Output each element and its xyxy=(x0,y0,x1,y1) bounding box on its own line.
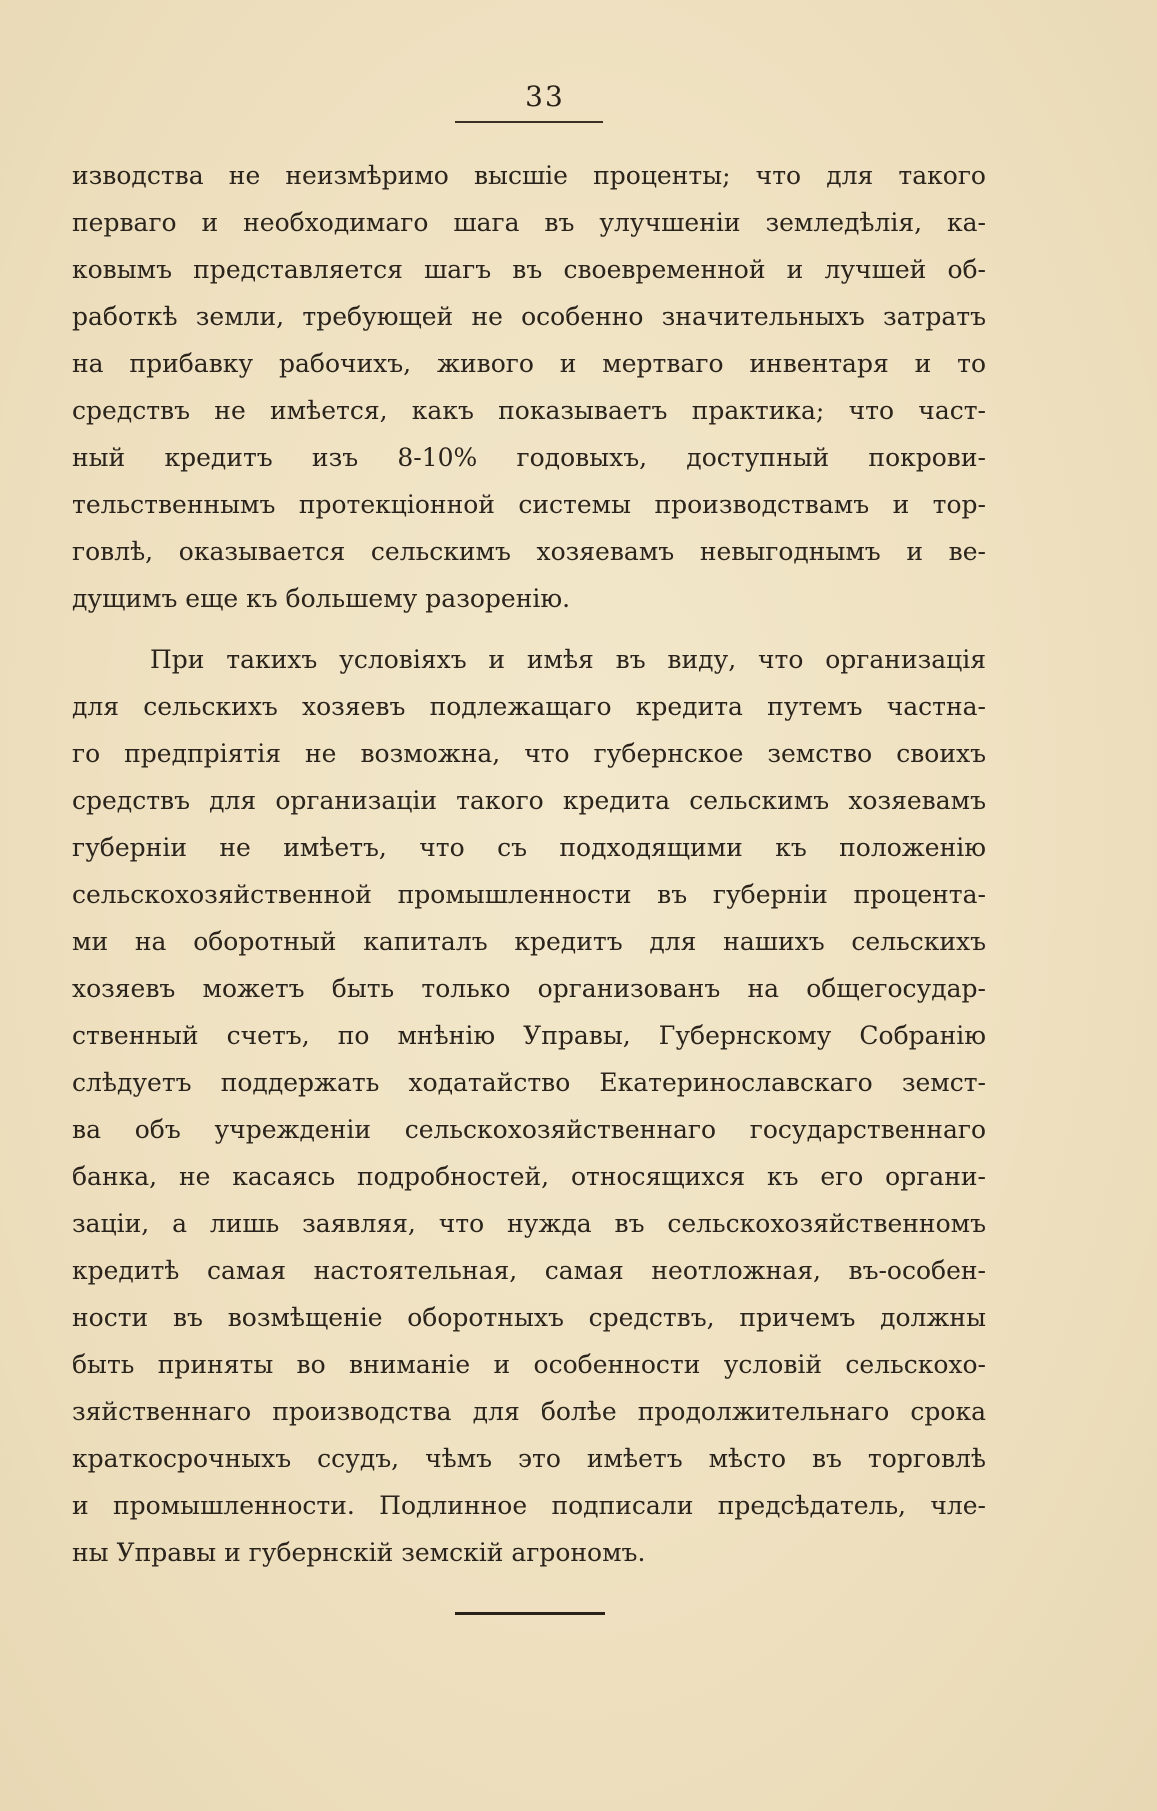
text-line: банка, не касаясь подробностей, относящихся къ его органи- xyxy=(72,1162,986,1191)
text-line: хозяевъ можетъ быть только организованъ на общегосудар- xyxy=(72,974,986,1003)
text-line: и промышленности. Подлинное подписали предсѣдатель, чле- xyxy=(72,1491,986,1520)
text-line: изводства не неизмѣримо высшіе проценты; что для такого xyxy=(72,161,986,190)
text-line: на прибавку рабочихъ, живого и мертваго инвентаря и то xyxy=(72,349,986,378)
text-line: для сельскихъ хозяевъ подлежащаго кредита путемъ частна- xyxy=(72,692,986,721)
text-line: средствъ не имѣется, какъ показываетъ практика; что част- xyxy=(72,396,986,425)
text-line: зяйственнаго производства для болѣе продолжительнаго срока xyxy=(72,1397,986,1426)
paragraph-2 xyxy=(72,636,986,1576)
text-line: дущимъ еще къ большему разоренію. xyxy=(72,584,571,613)
text-line: ми на оборотный капиталъ кредитъ для нашихъ сельскихъ xyxy=(72,927,986,956)
paragraph-1 xyxy=(72,152,986,622)
text-line: При такихъ условіяхъ и имѣя въ виду, что организація xyxy=(150,645,986,674)
text-line: средствъ для организаціи такого кредита сельскимъ хозяевамъ xyxy=(72,786,986,815)
text-line: го предпріятія не возможна, что губернское земство своихъ xyxy=(72,739,986,768)
closing-rule xyxy=(455,1612,605,1615)
text-line: краткосрочныхъ ссудъ, чѣмъ это имѣетъ мѣсто въ торговлѣ xyxy=(72,1444,986,1473)
text-line: говлѣ, оказывается сельскимъ хозяевамъ невыгоднымъ и ве- xyxy=(72,537,986,566)
text-line: работкѣ земли, требующей не особенно значительныхъ затратъ xyxy=(72,302,986,331)
text-line: тельственнымъ протекціонной системы производствамъ и тор- xyxy=(72,490,986,519)
header-rule xyxy=(455,121,603,123)
text-line: ственный счетъ, по мнѣнію Управы, Губернскому Собранію xyxy=(72,1021,986,1050)
text-line: сельскохозяйственной промышленности въ губерніи процента- xyxy=(72,880,986,909)
text-line: ности въ возмѣщеніе оборотныхъ средствъ, причемъ должны xyxy=(72,1303,986,1332)
text-line: губерніи не имѣетъ, что съ подходящими къ положенію xyxy=(72,833,986,862)
text-line: слѣдуетъ поддержать ходатайство Екатеринославскаго земст- xyxy=(72,1068,986,1097)
text-line: ва объ учрежденіи сельскохозяйственнаго государственнаго xyxy=(72,1115,986,1144)
page-number: 33 xyxy=(525,80,565,113)
paragraph-gap xyxy=(72,622,986,636)
text-line: быть приняты во вниманіе и особенности условій сельскохо- xyxy=(72,1350,986,1379)
text-line: перваго и необходимаго шага въ улучшеніи земледѣлія, ка- xyxy=(72,208,986,237)
text-line: ковымъ представляется шагъ въ своевременной и лучшей об- xyxy=(72,255,986,284)
text-line: ны Управы и губернскій земскій агрономъ. xyxy=(72,1538,646,1567)
text-line: заціи, а лишь заявляя, что нужда въ сельскохозяйственномъ xyxy=(72,1209,986,1238)
text-line: кредитѣ самая настоятельная, самая неотложная, въ-особен- xyxy=(72,1256,986,1285)
body-text xyxy=(72,152,986,1576)
text-line: ный кредитъ изъ 8-10% годовыхъ, доступный покрови- xyxy=(72,443,986,472)
